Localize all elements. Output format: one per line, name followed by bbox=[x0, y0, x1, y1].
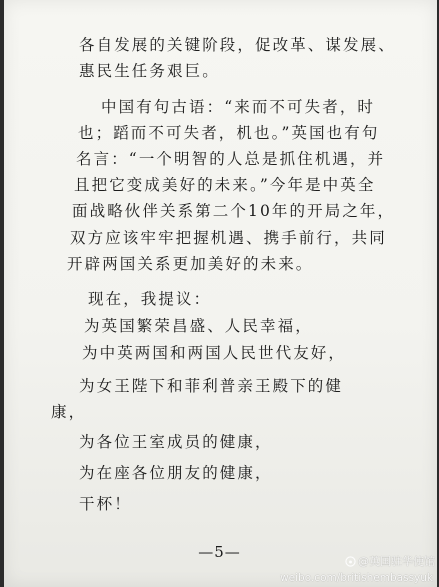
text-line-5: 名言：“一个明智的人总是抓住机遇，并 bbox=[76, 150, 386, 168]
text-line-9: 开辟两国关系更加美好的未来。 bbox=[67, 255, 314, 273]
text-line-7: 面战略伙伴关系第二个10年的开局之年， bbox=[72, 202, 396, 220]
watermark-account: @英国驻华使馆 bbox=[358, 555, 435, 568]
text-line-13: 为女王陛下和菲利普亲王殿下的健 bbox=[79, 377, 344, 395]
watermark-url: weibo.com/britishembassyuk bbox=[280, 572, 433, 584]
weibo-watermark bbox=[345, 553, 435, 569]
text-line-3: 中国有句古语：“来而不可失者，时 bbox=[101, 98, 376, 116]
text-line-14: 康， bbox=[51, 403, 87, 421]
text-line-6: 且把它变成美好的未来。”今年是中英全 bbox=[74, 176, 376, 194]
text-line-15: 为各位王室成员的健康， bbox=[79, 433, 273, 451]
document-page bbox=[4, 0, 437, 587]
text-line-10: 现在，我提议： bbox=[88, 290, 212, 308]
text-line-1: 各自发展的关键阶段，促改革、谋发展、 bbox=[79, 36, 396, 54]
text-line-2: 惠民生任务艰巨。 bbox=[79, 62, 220, 80]
text-line-12: 为中英两国和两国人民世代友好， bbox=[82, 344, 347, 362]
text-line-17: 干杯！ bbox=[79, 495, 132, 513]
weibo-icon bbox=[345, 556, 356, 567]
page-number: —5— bbox=[198, 543, 241, 561]
text-line-11: 为英国繁荣昌盛、人民幸福， bbox=[84, 317, 313, 335]
text-line-4: 也；蹈而不可失者，机也。”英国也有句 bbox=[78, 124, 380, 142]
text-line-16: 为在座各位朋友的健康， bbox=[79, 464, 273, 482]
text-line-8: 双方应该牢牢把握机遇、携手前行，共同 bbox=[70, 229, 387, 247]
